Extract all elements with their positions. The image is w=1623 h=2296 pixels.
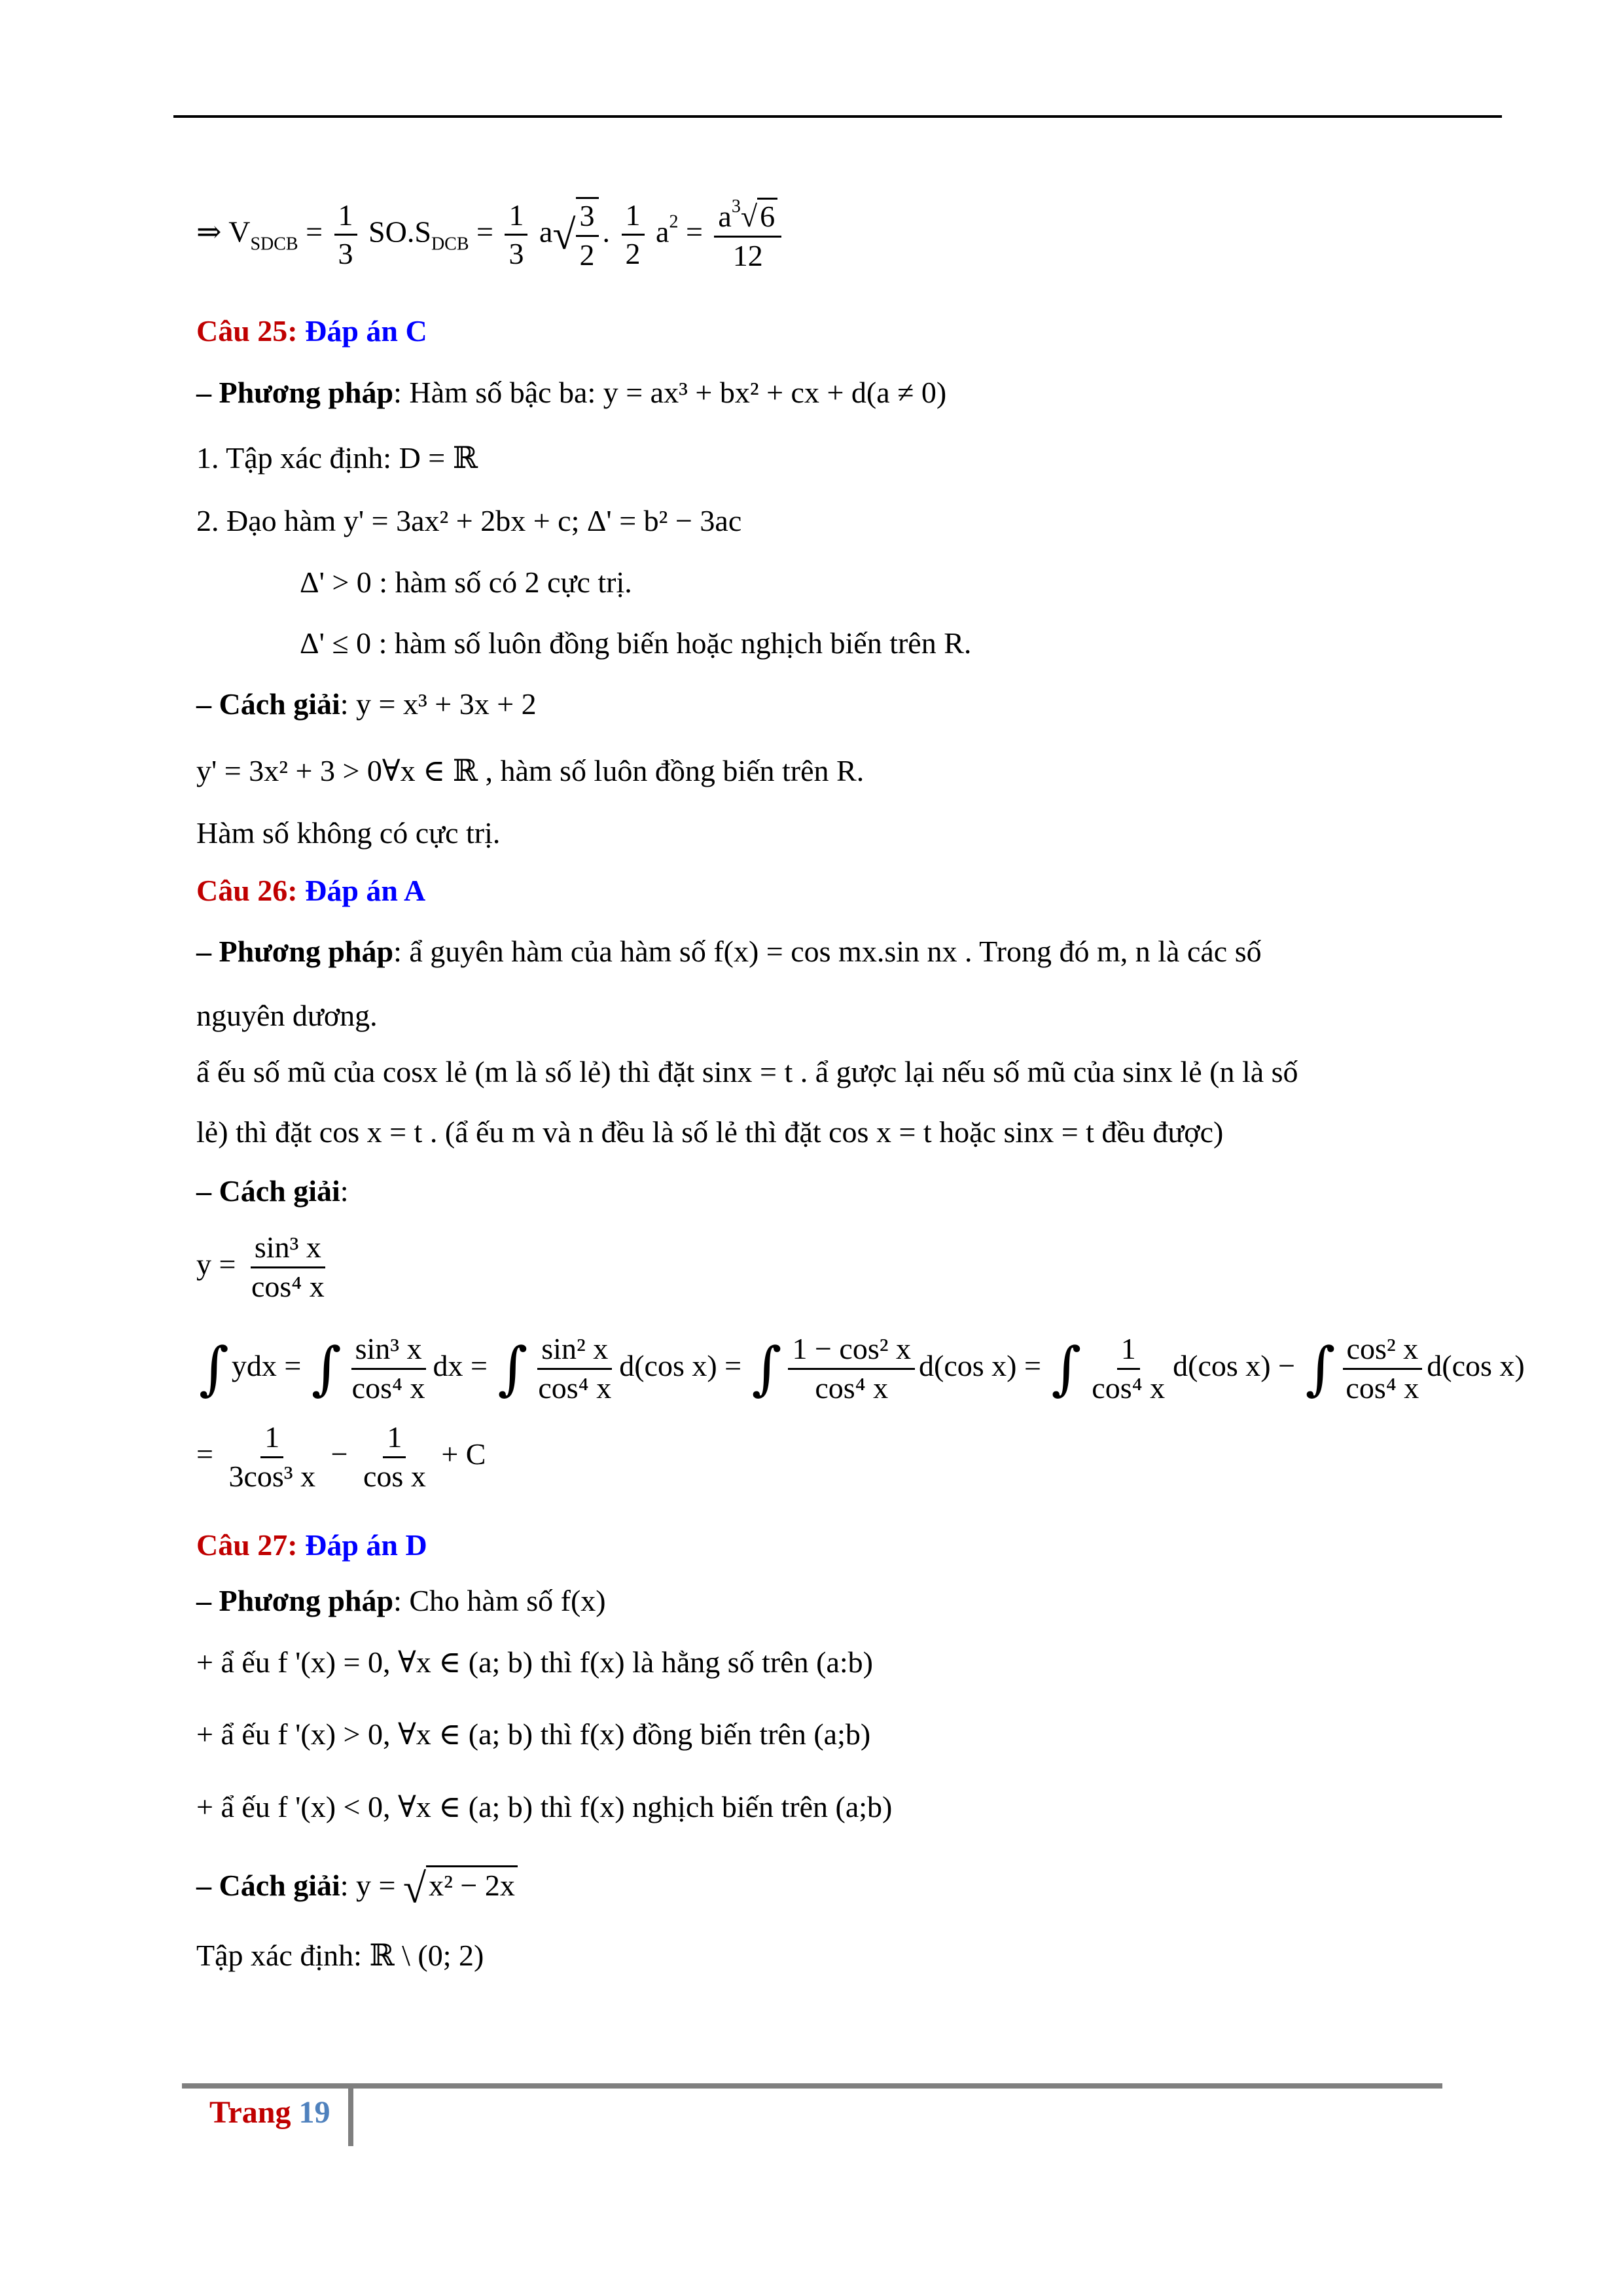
q25-derivative: y' = 3x² + 3 > 0∀x ∈ ℝ , hàm số luôn đồng biến trên R. xyxy=(196,754,865,787)
q27-solve: – Cách giải: y = √x² − 2x xyxy=(196,1865,518,1909)
q26-method: – Phương pháp: ẩ guyên hàm của hàm số f(x) = cos mx.sin nx . Trong đó m, n là các số xyxy=(196,935,1262,968)
q27-case3: + ẩ ếu f '(x) < 0, ∀x ∈ (a; b) thì f(x) nghịch biến trên (a;b) xyxy=(196,1790,893,1823)
q26-para1: ẩ ếu số mũ của cosx lẻ (m là số lẻ) thì đặt sinx = t . ẩ gược lại nếu số mũ của sinx lẻ (n là số xyxy=(196,1055,1298,1088)
q26-method-cont: nguyên dương. xyxy=(196,999,378,1032)
q27-case2: + ẩ ếu f '(x) > 0, ∀x ∈ (a; b) thì f(x) đồng biến trên (a;b) xyxy=(196,1717,871,1751)
q26-solve: – Cách giải: xyxy=(196,1174,349,1208)
footer-rule xyxy=(182,2083,1442,2089)
q26-result: = $\frac{1}{\text{3cos³ x}}$ − $\frac{1}{\text{cos x}}$ + C xyxy=(196,1420,486,1493)
q25-conclusion: Hàm số không có cực trị. xyxy=(196,816,501,850)
q26-y-def: y = $\frac{\text{sin³ x}}{\text{cos⁴ x}}$ xyxy=(196,1230,325,1303)
q25-heading: Câu 25: Đáp án C xyxy=(196,314,427,348)
q27-domain: Tập xác định: ℝ \ (0; 2) xyxy=(196,1939,484,1972)
page-number: Trang 19 xyxy=(209,2095,330,2130)
q26-heading: Câu 26: Đáp án A xyxy=(196,874,426,907)
volume-formula: ⇒ $V_{SDCB}$ = $\frac{1}{3}$ $SO.S_{DCB}$ = $\frac{1}{3}$ a√ $\frac{3}{2}$ . $\frac{1}{2}$ $a^2$ = $\frac{a^3√6}{12}$ xyxy=(196,196,785,274)
header-rule xyxy=(173,115,1502,118)
q25-method: – Phương pháp: Hàm số bậc ba: y = ax³ + bx² + cx + d(a ≠ 0) xyxy=(196,376,947,409)
q27-heading: Câu 27: Đáp án D xyxy=(196,1528,427,1562)
q27-case1: + ẩ ếu f '(x) = 0, ∀x ∈ (a; b) thì f(x) là hằng số trên (a:b) xyxy=(196,1645,873,1679)
q26-para2: lẻ) thì đặt cos x = t . (ẩ ếu m và n đều là số lẻ thì đặt cos x = t hoặc sinx = t đều được) xyxy=(196,1115,1224,1149)
q27-method: – Phương pháp: Cho hàm số f(x) xyxy=(196,1584,606,1617)
q25-cond1: Δ' > 0 : hàm số có 2 cực trị. xyxy=(300,565,632,599)
q26-integral: ∫ydx = ∫ $\frac{\text{sin³ x}}{\text{cos⁴ x}}$ dx = ∫ $\frac{\text{sin² x}}{\text{cos⁴ x}}$ d(cos x) = ∫ $\frac{\text{1 − cos² x}}{\text{cos⁴ x}}$ d(cos x) = ∫ $\frac{1}{\text{cos⁴ x}}$ d(cos x) − ∫ $\frac{\text{cos² x}}{\text{cos⁴ x}}$ d(cos x) xyxy=(199,1332,1525,1405)
q25-solve: – Cách giải: y = x³ + 3x + 2 xyxy=(196,687,537,721)
q25-item2: 2. Đạo hàm y' = 3ax² + 2bx + c; Δ' = b² − 3ac xyxy=(196,504,742,537)
q25-item1: 1. Tập xác định: D = ℝ xyxy=(196,441,478,475)
q25-cond2: Δ' ≤ 0 : hàm số luôn đồng biến hoặc nghịch biến trên R. xyxy=(300,626,972,660)
footer-separator xyxy=(348,2083,353,2146)
